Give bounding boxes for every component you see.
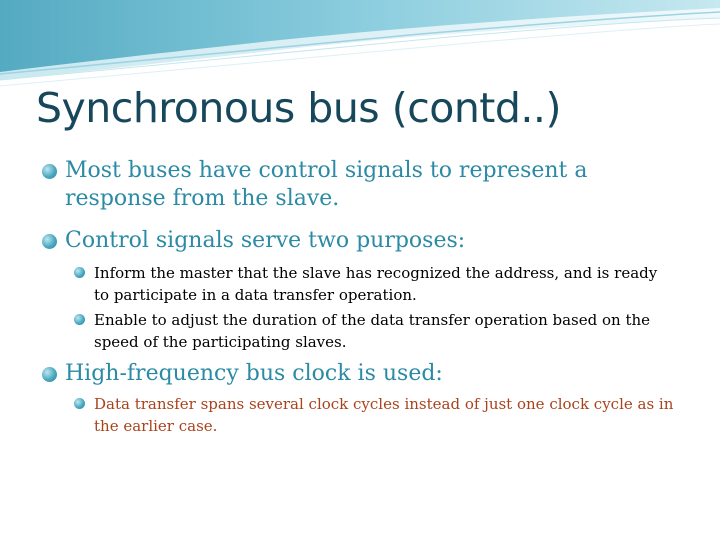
bullet-text: Most buses have control signals to represent a response from the slave. <box>65 158 588 211</box>
bullet-item <box>42 157 602 213</box>
bullet-item <box>42 360 602 388</box>
bullet-dot-icon <box>74 314 85 325</box>
slide-title: Synchronous bus (contd..) <box>36 84 561 132</box>
bullet-item <box>42 227 602 255</box>
bullet-text: Control signals serve two purposes: <box>65 228 466 253</box>
sub-bullet-text: Inform the master that the slave has recognized the address, and is ready to participate in a data transfer operation. <box>94 264 658 304</box>
bullet-dot-icon <box>42 234 57 249</box>
sub-bullet-item <box>74 262 674 306</box>
bullet-text: High-frequency bus clock is used: <box>65 361 443 386</box>
bullet-dot-icon <box>42 164 57 179</box>
sub-bullet-item <box>74 393 674 437</box>
bullet-dot-icon <box>74 267 85 278</box>
sub-bullet-item <box>74 309 674 353</box>
bullet-dot-icon <box>42 367 57 382</box>
sub-bullet-text: Data transfer spans several clock cycles instead of just one clock cycle as in the earlier case. <box>94 395 674 435</box>
bullet-dot-icon <box>74 398 85 409</box>
header-wave-decoration <box>0 0 720 90</box>
sub-bullet-text: Enable to adjust the duration of the data transfer operation based on the speed of the participating slaves. <box>94 311 651 351</box>
